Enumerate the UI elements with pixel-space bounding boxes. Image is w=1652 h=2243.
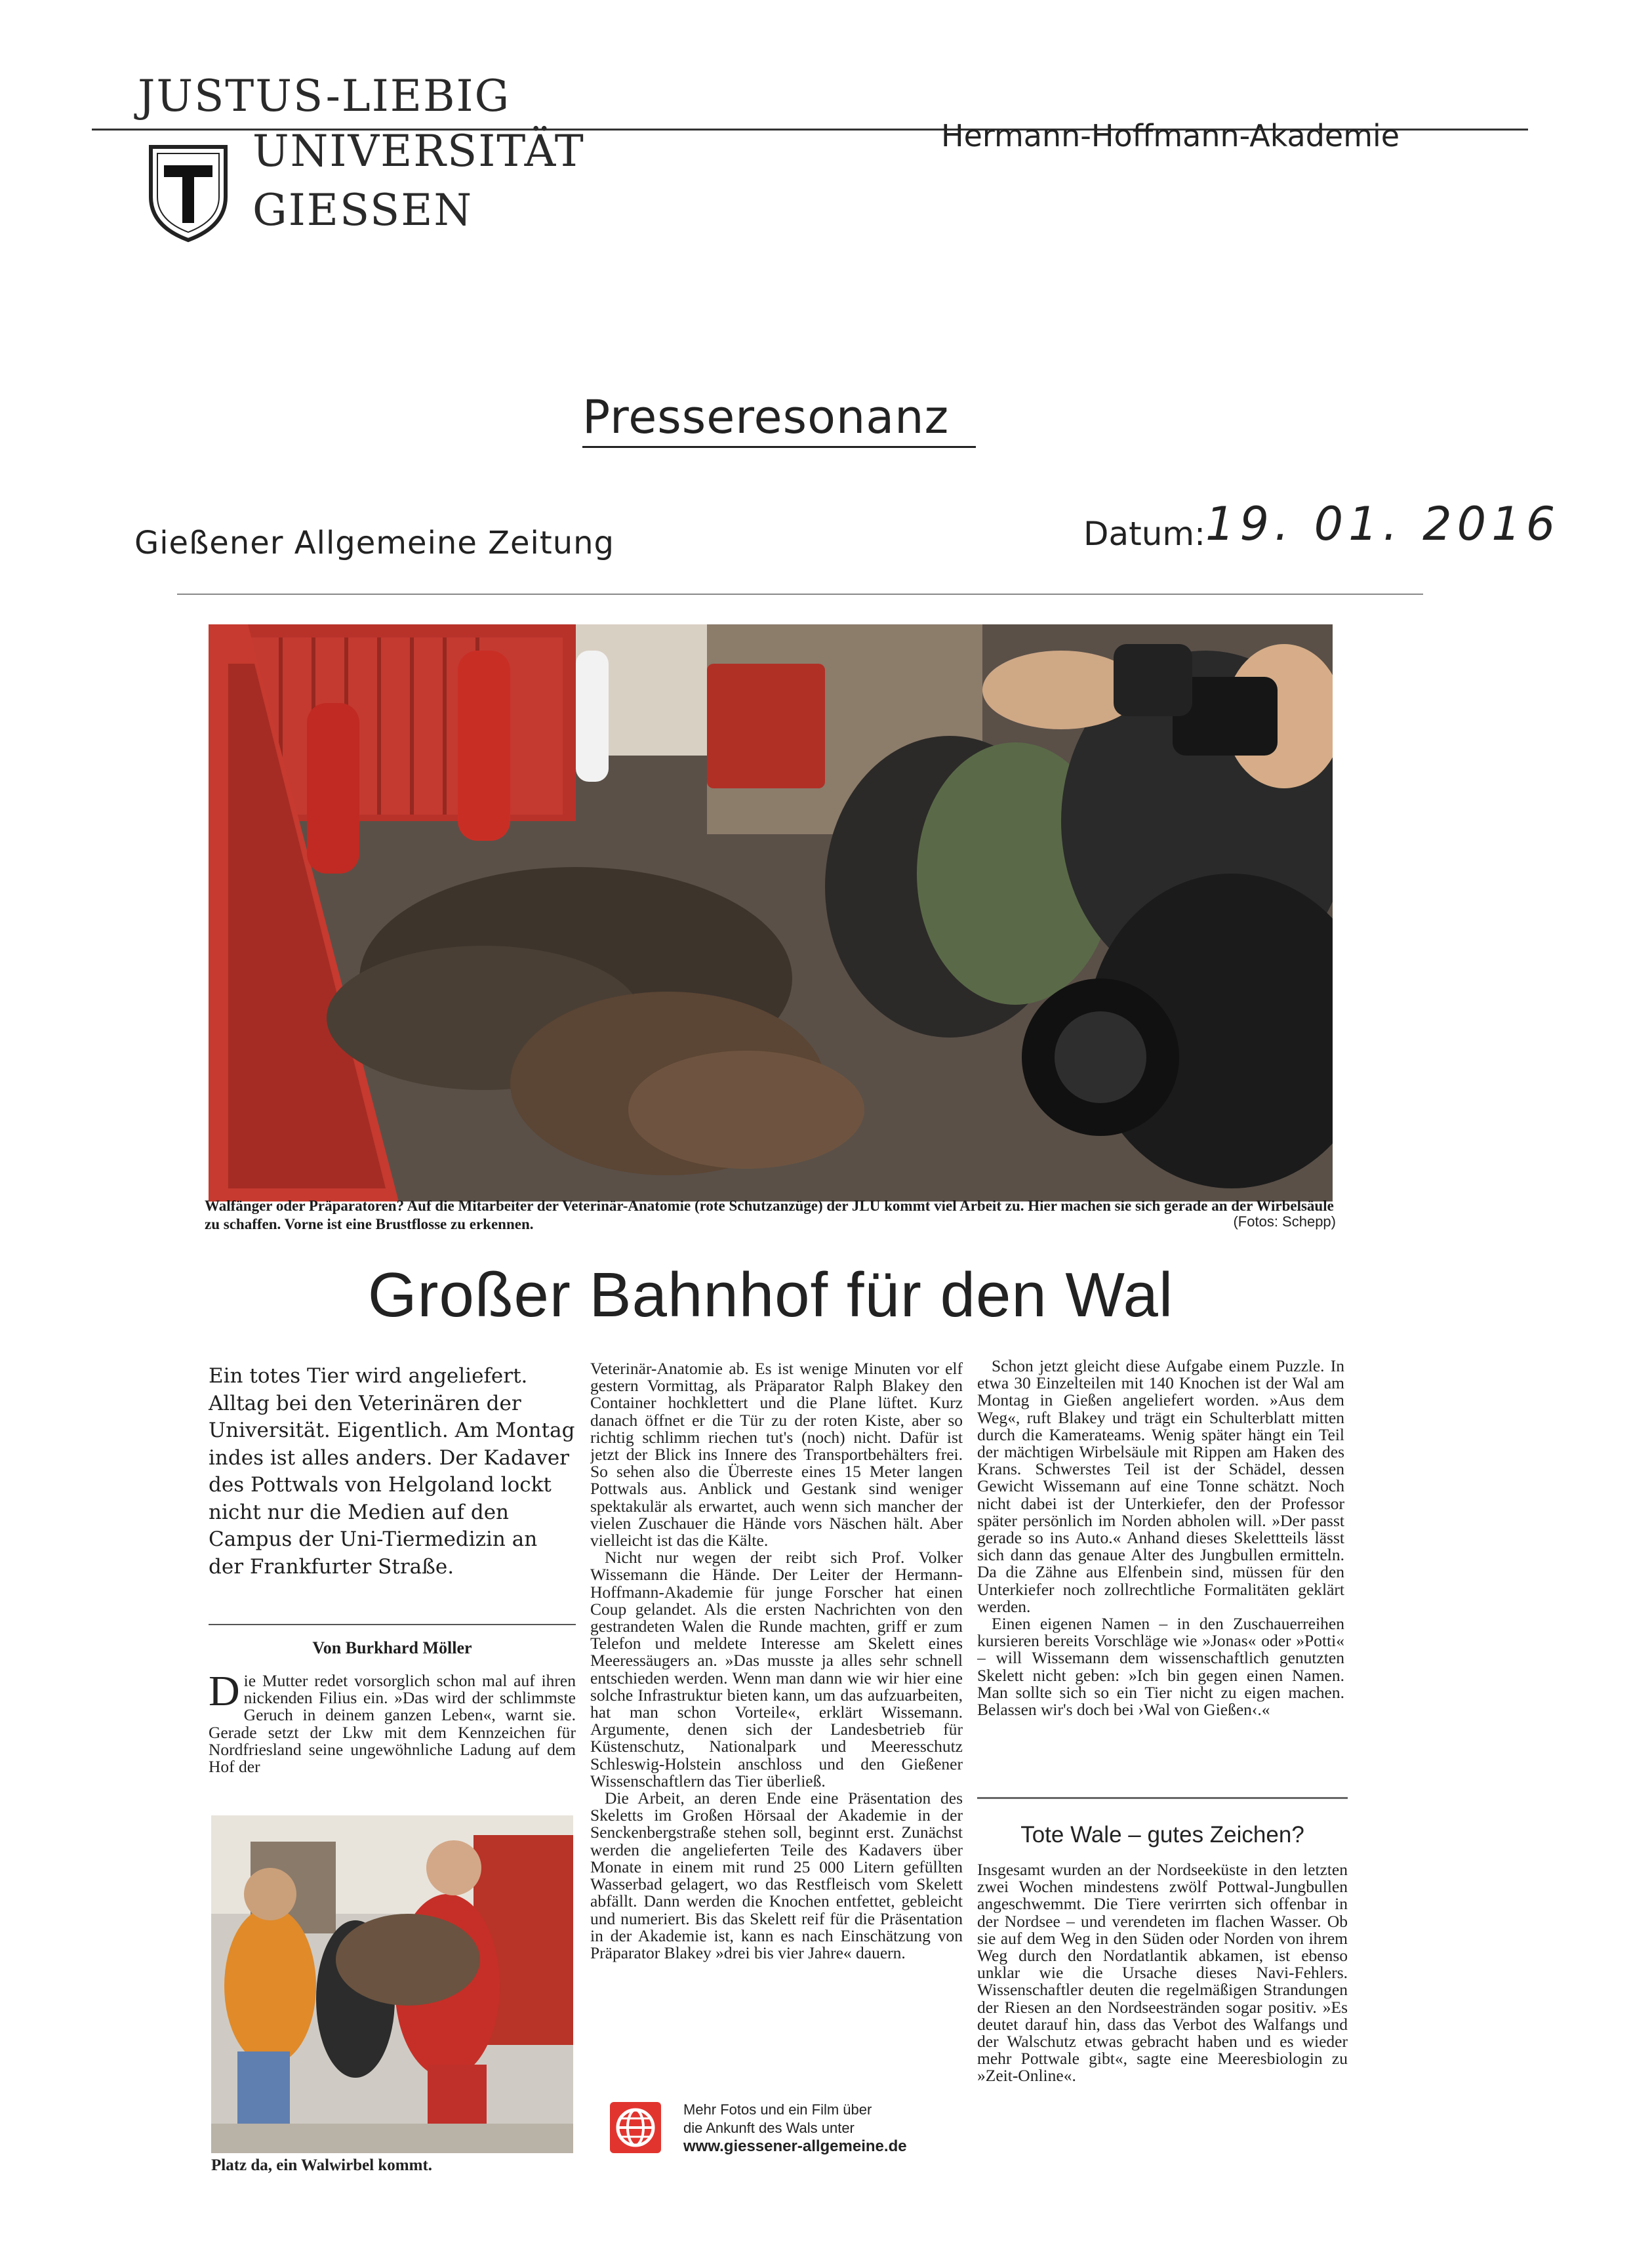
globe-icon — [610, 2102, 661, 2153]
small-photo-caption: Platz da, ein Walwirbel kommt. — [211, 2156, 433, 2174]
paragraph: Veterinär-Anatomie ab. Es ist wenige Minuten vor elf gestern Vormittag, als Präparator Ralph Blakey den Container hochklettert und die Plane lüftet. Kurz danach öffnet er die Tür zu der roten Kiste, aber so richtig schlimm riechen tut's (noch) nicht. Dafür ist jetzt der Blick ins Innere des Transportbehälters frei. So sehen also die Überreste eines 15 Meter langen Pottwals aus. Anblick und Gestank sind weniger spektakulär als erwartet, auch wenn sich mancher der vielen Zuschauer die Hände vors Näschen hält. Aber vielleicht ist das die Kälte. — [590, 1360, 963, 1550]
web-link-text — [683, 2101, 907, 2156]
info-box-rule — [977, 1797, 1348, 1799]
article-column-2 — [590, 1360, 963, 2069]
date-value: 19. 01. 2016 — [1205, 497, 1561, 551]
dropcap: D — [209, 1672, 240, 1715]
info-box — [977, 1797, 1348, 2151]
paragraph-text: ie Mutter redet vorsorglich schon mal auf ihren nickenden Filius ein. »Das wird der schlimmste Geruch in deinem ganzen Leben«, warnt sie. Gerade setzt der Lkw mit dem Kennzeichen für Nordfriesland seine ungewöhnliche Ladung auf dem Hof der — [209, 1672, 576, 1777]
academy-name: Hermann-Hoffmann-Akademie — [941, 118, 1400, 153]
url-text[interactable]: www.giessener-allgemeine.de — [683, 2137, 907, 2155]
article-lead — [209, 1363, 576, 1581]
info-box-text — [977, 1861, 1348, 2143]
web-link-url[interactable] — [683, 2137, 907, 2156]
info-box-title: Tote Wale – gutes Zeichen? — [1020, 1822, 1304, 1848]
paragraph: Insgesamt wurden an der Nordseeküste in den letzten zwei Wochen mindestens zwölf Pottwal-Jungbullen angeschwemmt. Die Tiere verirrten sich offenbar in der Nordsee – und verendeten im flachen Wasser. Ob sie auf dem Weg in den Süden oder Norden von ihrem Weg durch den Nordatlantik abkamen, ist ebenso unklar wie die Ursache dieses Navi-Fehlers. Wissenschaftler deuten die regelmäßigen Strandungen der Riesen an den Nordseestränden sogar positiv. »Es deutet darauf hin, dass das Verbot des Walfangs und der Walschutz etwas gebracht haben und es wieder mehr Pottwale gibt«, sagte eine Meeresbiologin zu »Zeit-Online«. — [977, 1861, 1348, 2086]
small-photo — [211, 1815, 573, 2153]
lead-text: Ein totes Tier wird angeliefert. Alltag bei den Veterinären der Universität. Eigentlich. Am Montag indes ist alles anders. Der Kadaver des Pottwals von Helgoland lockt nicht nur die Medien auf den Campus der Uni-Tiermedizin an der Frankfurter Straße. — [209, 1364, 575, 1579]
photo-credit: (Fotos: Schepp) — [1233, 1213, 1336, 1230]
article-column-3 — [977, 1358, 1344, 1777]
web-link-line2: die Ankunft des Wals unter — [683, 2120, 855, 2136]
article-column-1 — [209, 1672, 576, 1790]
web-link-box — [610, 2094, 964, 2160]
main-photo-caption — [205, 1197, 1339, 1234]
page-heading: Presseresonanz — [582, 390, 950, 444]
byline-rule — [209, 1624, 576, 1625]
heading-underline — [582, 446, 976, 448]
university-name-line3: GIESSEN — [252, 185, 473, 235]
caption-text: Walfänger oder Präparatoren? Auf die Mitarbeiter der Veterinär-Anatomie (rote Schutzanzüge) der JLU kommt viel Arbeit zu. Hier machen sie sich gerade an der Wirbelsäule zu schaffen. Vorne ist eine Brustflosse zu erkennen. — [205, 1198, 1334, 1232]
newspaper-name: Gießener Allgemeine Zeitung — [134, 525, 614, 561]
main-photo — [209, 624, 1333, 1202]
university-name-line2: UNIVERSITÄT — [252, 126, 585, 176]
university-shield-logo — [148, 144, 228, 243]
paragraph: Die Arbeit, an deren Ende eine Präsentation des Skeletts im Großen Hörsaal der Akademie in der Senckenbergstraße stehen soll, beginnt erst. Zunächst werden die angelieferten Teile des Kadavers über Monate in einem mit rund 25 000 Litern gefüllten Wasserbad gelagert, wo das Restfleisch vom Skelett abfällt. Dann werden die Knochen entfettet, gebleicht und numeriert. Bis das Skelett reif für die Präsentation in der Akademie ist, kann es nach Einschätzung von Präparator Blakey »drei bis vier Jahre« dauern. — [590, 1788, 963, 1962]
article-headline: Großer Bahnhof für den Wal — [367, 1260, 1174, 1330]
web-link-line1: Mehr Fotos und ein Film über — [683, 2101, 872, 2118]
date-label: Datum: — [1083, 515, 1205, 553]
paragraph — [209, 1672, 576, 1775]
university-name-line1: JUSTUS-LIEBIG — [138, 71, 511, 121]
clipping-top-rule — [177, 594, 1423, 595]
paragraph: Nicht nur wegen der reibt sich Prof. Volker Wissemann die Hände. Der Leiter der Hermann-Hoffmann-Akademie für junge Forscher hat einen Coup gelandet. Als die ersten Nachrichten von den gestrandeten Walen die Runde machten, griff er zum Telefon und meldete Interesse am Skelett eines Meeressäugers an. »Das musste ja alles sehr schnell entschieden werden. Wenn man dann wie wir hier eine solche Infrastruktur bieten kann, um das aufzuarbeiten, hat man schon Vorteile«, erklärt Wissemann. Argumente, denen sich der Landesbetrieb für Küstenschutz, Nationalpark und Meeresschutz Schleswig-Holstein anschloss und den Gießener Wissenschaftlern das Tier überließ. — [590, 1548, 963, 1790]
paragraph: Einen eigenen Namen – in den Zuschauerreihen kursieren bereits Vorschläge wie »Jonas« oder »Potti« – will Wissemann dem wissenschaftlich genutzten Skelett nicht geben: »Ich bin gegen einen Namen. Man sollte sich so ein Tier nicht zu eigen machen. Belassen wir's doch bei ›Wal von Gießen‹.« — [977, 1614, 1344, 1720]
paragraph: Schon jetzt gleicht diese Aufgabe einem Puzzle. In etwa 30 Einzelteilen mit 140 Knochen ist der Wal am Montag in Gießen angeliefert worden. »Aus dem Weg«, ruft Blakey und trägt ein Schulterblatt mitten durch die Kamerateams. Wenig später hängt ein Teil der mächtigen Wirbelsäule mit Rippen am Haken des Krans. Schwerstes Teil ist der Schädel, dessen Gewicht Wissemann auf eine Tonne schätzt. Noch nicht dabei ist der Unterkiefer, den der Professor später persönlich im Norden abholen will. »Der passt gerade so ins Auto.« Anhand dieses Skelettteils lässt sich dann das genaue Alter des Jungbullen ermitteln. Da die Zähne aus Elfenbein sind, müssen für den Unterkiefer noch zollrechtliche Formalitäten geklärt werden. — [977, 1358, 1344, 1616]
author-byline: Von Burkhard Möller — [312, 1638, 472, 1657]
